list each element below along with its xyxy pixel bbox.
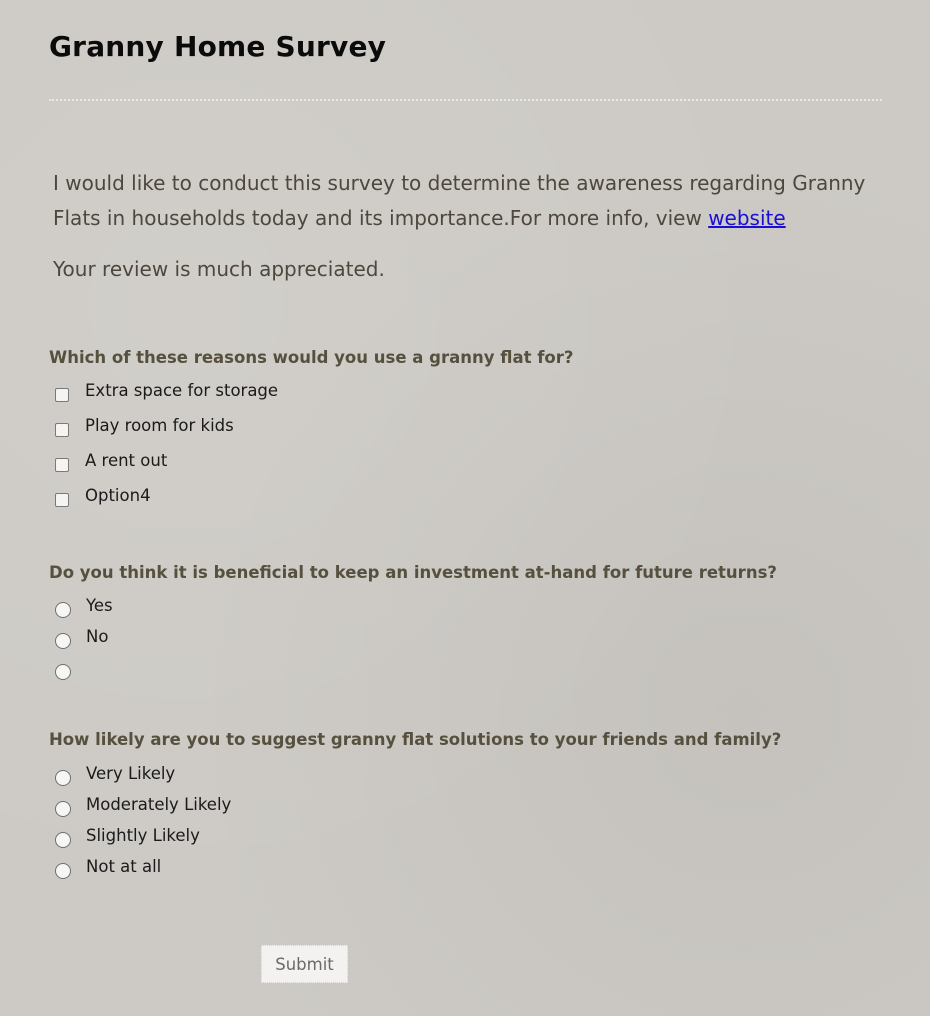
page-title: Granny Home Survey bbox=[49, 30, 387, 63]
option-yes[interactable] bbox=[49, 594, 889, 625]
option-not-at-all[interactable] bbox=[49, 855, 889, 886]
option-no[interactable] bbox=[49, 625, 889, 656]
question-label: How likely are you to suggest granny flat solutions to your friends and family? bbox=[49, 730, 782, 749]
option-label: Extra space for storage bbox=[85, 381, 279, 400]
radio-button[interactable] bbox=[55, 770, 71, 786]
option-label: A rent out bbox=[85, 451, 168, 470]
form-description bbox=[53, 166, 883, 287]
submit-button[interactable]: Submit bbox=[261, 945, 348, 983]
description-appreciation: Your review is much appreciated. bbox=[53, 257, 385, 281]
checkbox[interactable] bbox=[55, 458, 69, 472]
radio-button[interactable] bbox=[55, 801, 71, 817]
option-label: Yes bbox=[86, 596, 113, 615]
option-extra-space-for-storage[interactable] bbox=[49, 377, 889, 412]
checkbox[interactable] bbox=[55, 388, 69, 402]
option-label: Moderately Likely bbox=[86, 795, 232, 814]
title-divider bbox=[49, 99, 882, 101]
question-investment-benefit bbox=[49, 561, 889, 687]
option-a-rent-out[interactable] bbox=[49, 447, 889, 482]
option-blank[interactable] bbox=[49, 656, 889, 687]
option-label: Very Likely bbox=[86, 764, 176, 783]
option-label: Slightly Likely bbox=[86, 826, 200, 845]
checkbox[interactable] bbox=[55, 493, 69, 507]
description-intro bbox=[53, 166, 883, 236]
question-granny-flat-reasons bbox=[49, 346, 889, 517]
radio-button[interactable] bbox=[55, 664, 71, 680]
website-link[interactable]: website bbox=[708, 206, 786, 230]
checkbox[interactable] bbox=[55, 423, 69, 437]
option-moderately-likely[interactable] bbox=[49, 793, 889, 824]
description-text: I would like to conduct this survey to determine the awareness regarding Granny Flats in households today and its importance.For more info, view bbox=[53, 171, 866, 230]
question-label: Which of these reasons would you use a granny flat for? bbox=[49, 348, 574, 367]
option-play-room-for-kids[interactable] bbox=[49, 412, 889, 447]
option-very-likely[interactable] bbox=[49, 762, 889, 793]
option-label: Option4 bbox=[85, 486, 151, 505]
radio-button[interactable] bbox=[55, 863, 71, 879]
radio-button[interactable] bbox=[55, 832, 71, 848]
radio-button[interactable] bbox=[55, 602, 71, 618]
option-label: Play room for kids bbox=[85, 416, 234, 435]
option-label: No bbox=[86, 627, 109, 646]
form-header bbox=[49, 30, 882, 63]
option-option4[interactable] bbox=[49, 482, 889, 517]
option-slightly-likely[interactable] bbox=[49, 824, 889, 855]
question-recommendation-likelihood bbox=[49, 728, 889, 886]
option-label: Not at all bbox=[86, 857, 162, 876]
question-label: Do you think it is beneficial to keep an investment at-hand for future returns? bbox=[49, 563, 777, 582]
radio-button[interactable] bbox=[55, 633, 71, 649]
